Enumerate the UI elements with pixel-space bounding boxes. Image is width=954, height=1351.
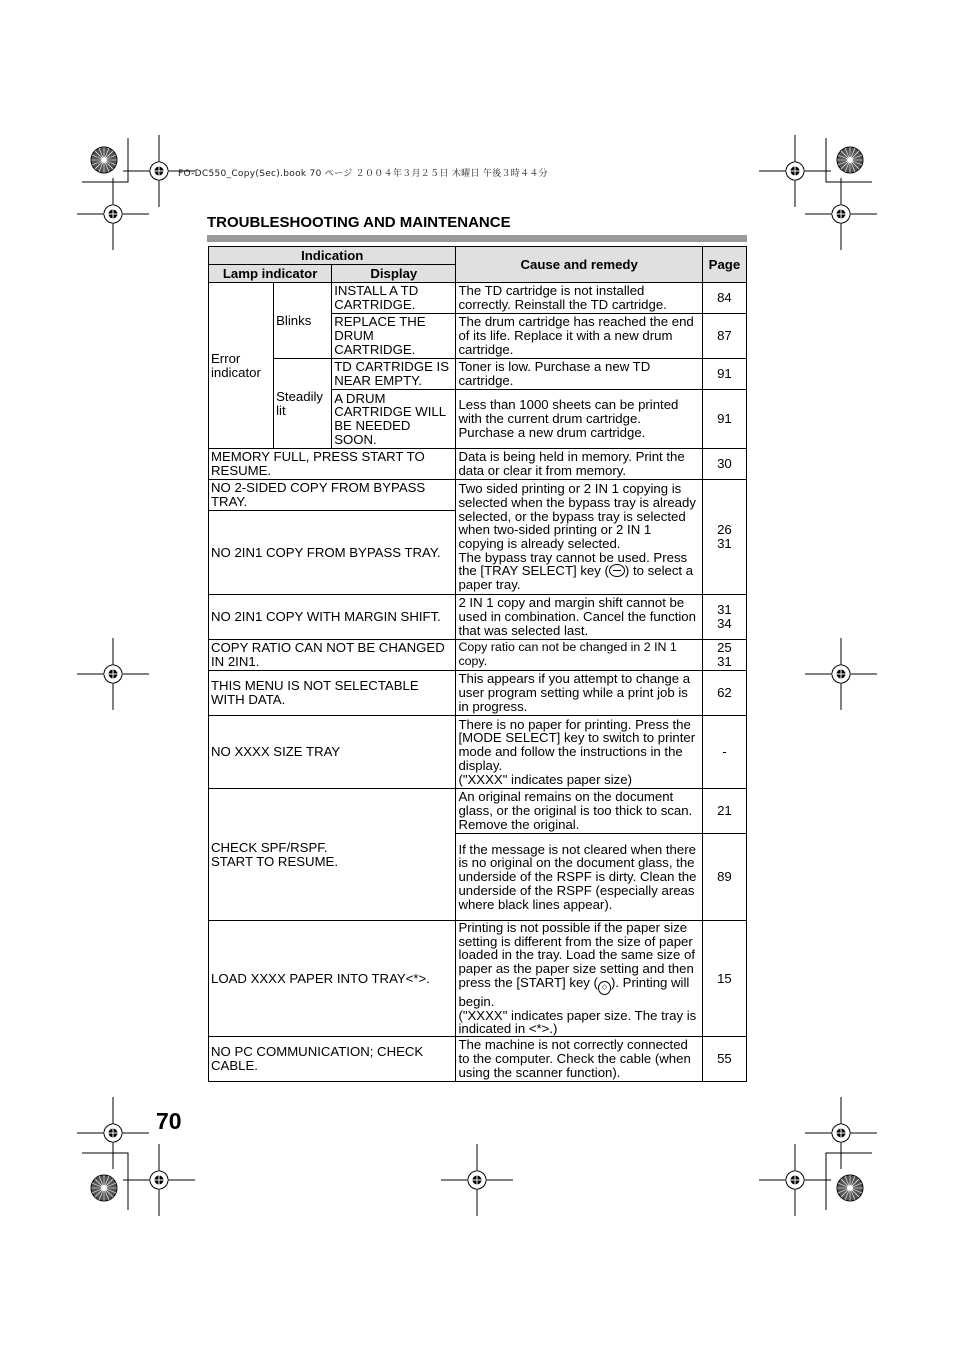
cause-text: Two sided printing or 2 IN 1 copying is selected when the bypass tray is already selected, or the bypass tray is selected when two-sided printing or 2 IN 1 copying is already selected. <box>458 481 696 551</box>
page-number-item: 31 <box>717 602 732 618</box>
cause-cell: 2 IN 1 copy and margin shift cannot be used in combination. Cancel the function that was selected last. <box>456 595 702 640</box>
page-cell: 15 <box>702 921 746 1037</box>
table-row <box>209 449 747 480</box>
table-row <box>209 671 747 716</box>
display-cell: INSTALL A TD CARTRIDGE. <box>332 283 456 314</box>
table-row <box>209 480 747 511</box>
cause-cell: Data is being held in memory. Print the data or clear it from memory. <box>456 449 702 480</box>
header-display: Display <box>332 265 456 283</box>
table-row <box>209 1036 747 1081</box>
table-row <box>209 921 747 1037</box>
cause-text: The bypass tray cannot be used. Press the [TRAY SELECT] key ( <box>458 549 688 579</box>
page-cell <box>702 595 746 640</box>
troubleshooting-table <box>208 246 747 1082</box>
page-cell <box>702 640 746 671</box>
lamp-error-indicator: Error indicator <box>209 283 274 449</box>
page-number-item: 31 <box>717 654 732 669</box>
page-cell: 21 <box>702 789 746 834</box>
header-page: Page <box>702 247 746 283</box>
cause-text: There is no paper for printing. Press the [MODE SELECT] key to switch to printer mode and follow the instructions in the display. <box>458 716 696 773</box>
page-cell: 84 <box>702 283 746 314</box>
page-number-item: 25 <box>717 640 732 656</box>
page-number-item: 26 <box>717 522 732 538</box>
cause-cell <box>456 716 702 789</box>
display-cell: REPLACE THE DRUM CARTRIDGE. <box>332 314 456 359</box>
cause-cell: Toner is low. Purchase a new TD cartridge. <box>456 359 702 390</box>
display-text: CHECK SPF/RSPF. <box>211 839 328 855</box>
cause-cell: If the message is not cleared when there is no original on the document glass, the underside of the RSPF is dirty. Clean the underside of the RSPF (especially areas where black lines appear). <box>456 834 702 921</box>
cause-cell <box>456 480 702 595</box>
display-cell: MEMORY FULL, PRESS START TO RESUME. <box>209 449 456 480</box>
display-cell: NO 2IN1 COPY FROM BYPASS TRAY. <box>209 511 456 595</box>
cause-text: ("XXXX" indicates paper size. The tray is indicated in <*>.) <box>458 1007 697 1037</box>
display-cell: LOAD XXXX PAPER INTO TRAY<*>. <box>209 921 456 1037</box>
display-cell: THIS MENU IS NOT SELECTABLE WITH DATA. <box>209 671 456 716</box>
cause-cell: Less than 1000 sheets can be printed with the current drum cartridge. Purchase a new drum cartridge. <box>456 390 702 449</box>
display-cell: NO 2-SIDED COPY FROM BYPASS TRAY. <box>209 480 456 511</box>
cause-text: ("XXXX" indicates paper size) <box>458 771 632 787</box>
page-number: 70 <box>156 1108 182 1134</box>
display-cell <box>209 789 456 921</box>
cause-cell: The TD cartridge is not installed correctly. Reinstall the TD cartridge. <box>456 283 702 314</box>
page-cell: 62 <box>702 671 746 716</box>
header-cause-remedy: Cause and remedy <box>456 247 702 283</box>
table-row <box>209 359 747 390</box>
table-row <box>209 283 747 314</box>
display-text: START TO RESUME. <box>211 853 339 869</box>
page-number-item: 31 <box>717 536 732 551</box>
page-number-item: 34 <box>717 616 732 631</box>
start-key-icon: ◇ <box>598 981 611 995</box>
cause-cell: An original remains on the document glass, or the original is too thick to scan. Remove the original. <box>456 789 702 834</box>
table-row <box>209 640 747 671</box>
file-info: FO-DC550_Copy(Sec).book 70 ページ ２００４年３月２５日 木曜日 午後３時４４分 <box>178 169 548 179</box>
tray-select-key-icon <box>609 564 625 577</box>
display-cell: NO 2IN1 COPY WITH MARGIN SHIFT. <box>209 595 456 640</box>
page-cell: 30 <box>702 449 746 480</box>
cause-text: ) to select a paper tray. <box>458 563 694 593</box>
cause-cell: This appears if you attempt to change a user program setting while a print job is in progress. <box>456 671 702 716</box>
cause-cell: The machine is not correctly connected to the computer. Check the cable (when using the scanner function). <box>456 1036 702 1081</box>
title-rule <box>207 235 747 242</box>
page-cell: 55 <box>702 1036 746 1081</box>
table-row <box>209 716 747 789</box>
cause-text: Printing is not possible if the paper size setting is different from the size of paper loaded in the tray. Load the same size of paper as the paper size setting and then press the [START] key ( <box>458 920 695 990</box>
display-cell: NO XXXX SIZE TRAY <box>209 716 456 789</box>
header-lamp-indicator: Lamp indicator <box>209 265 332 283</box>
table-row <box>209 595 747 640</box>
lamp-blinks: Blinks <box>274 283 332 359</box>
page-cell: 87 <box>702 314 746 359</box>
section-title: TROUBLESHOOTING AND MAINTENANCE <box>207 214 511 231</box>
display-cell: NO PC COMMUNICATION; CHECK CABLE. <box>209 1036 456 1081</box>
cause-cell: Copy ratio can not be changed in 2 IN 1 copy. <box>456 640 702 671</box>
page-cell: 89 <box>702 834 746 921</box>
lamp-steadily-lit: Steadily lit <box>274 359 332 449</box>
cause-cell <box>456 921 702 1037</box>
page-cell: 91 <box>702 359 746 390</box>
display-cell: A DRUM CARTRIDGE WILL BE NEEDED SOON. <box>332 390 456 449</box>
cause-cell: The drum cartridge has reached the end of its life. Replace it with a new drum cartridge. <box>456 314 702 359</box>
header-indication: Indication <box>209 247 456 265</box>
table-row <box>209 789 747 834</box>
cause-text: ). Printing will begin. <box>458 974 690 1009</box>
page-cell: 91 <box>702 390 746 449</box>
display-cell: COPY RATIO CAN NOT BE CHANGED IN 2IN1. <box>209 640 456 671</box>
page-cell: - <box>702 716 746 789</box>
page-cell <box>702 480 746 595</box>
display-cell: TD CARTRIDGE IS NEAR EMPTY. <box>332 359 456 390</box>
